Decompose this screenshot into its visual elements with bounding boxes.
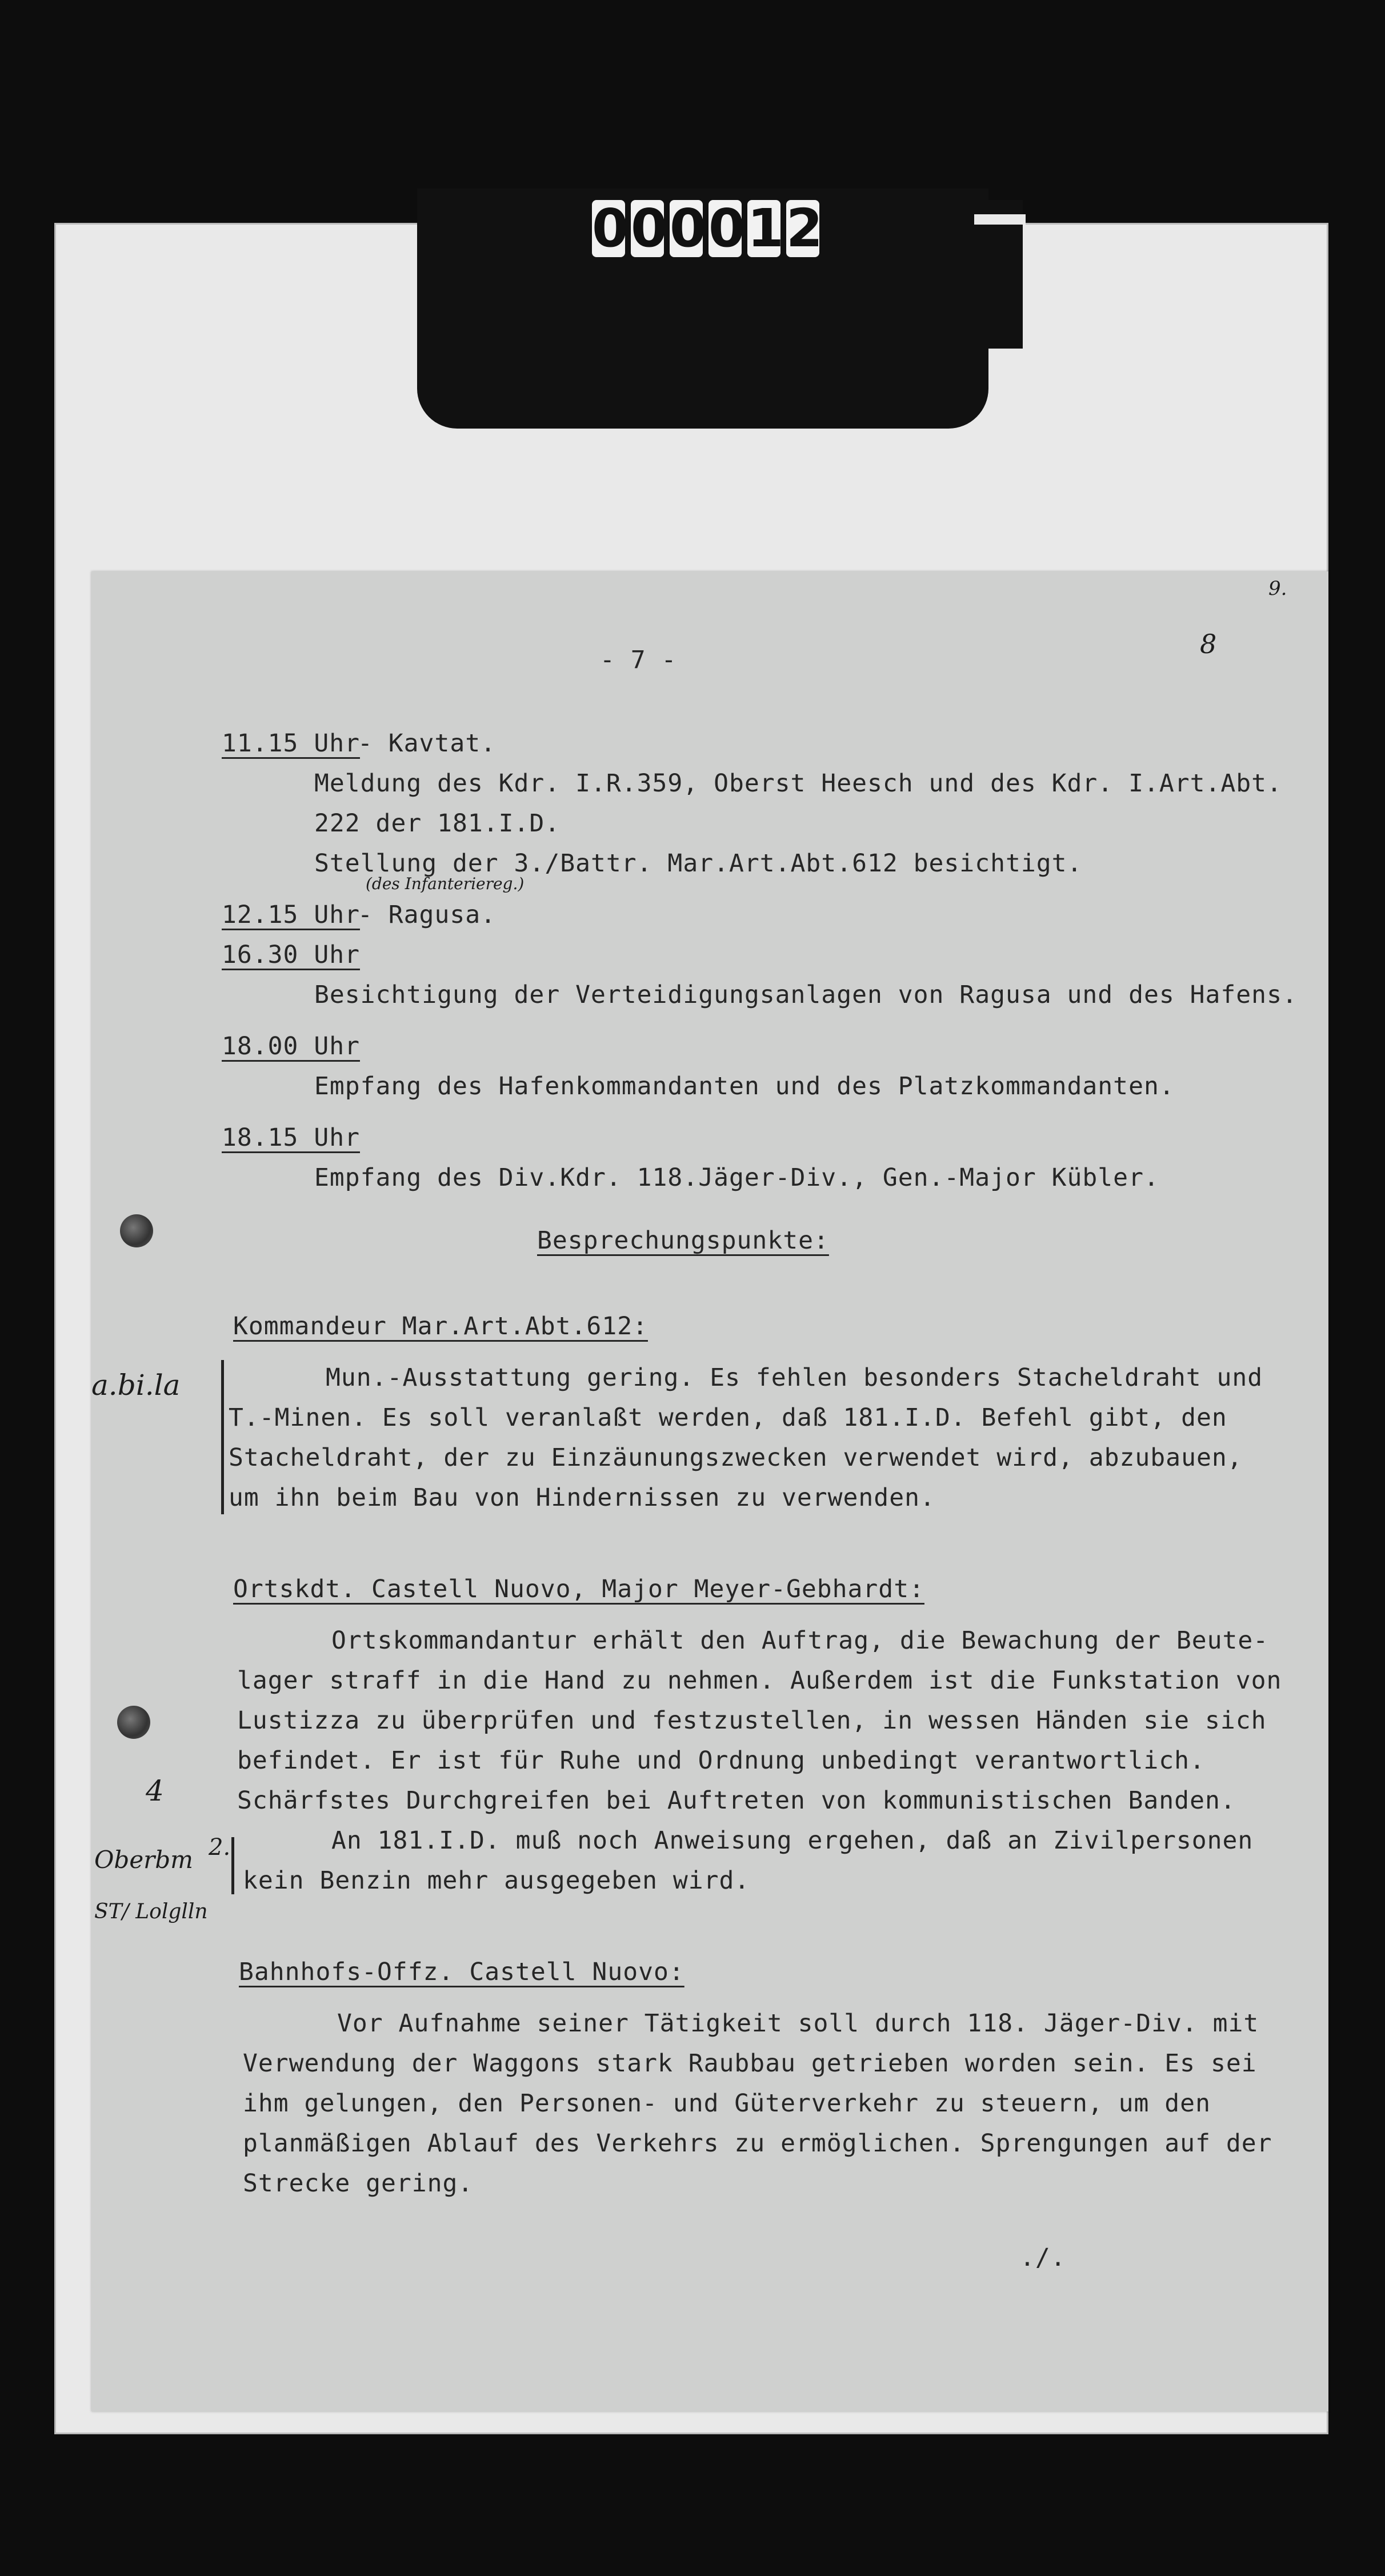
section-line: Verwendung der Waggons stark Raubbau getrieben worden sein. Es sei [243, 2049, 1257, 2078]
margin-note: 2. [209, 1834, 231, 1861]
section-line: An 181.I.D. muß noch Anweisung ergehen, daß an Zivilpersonen [331, 1826, 1254, 1855]
punch-hole [120, 1214, 153, 1247]
section-line: um ihn beim Bau von Hindernissen zu verwenden. [229, 1483, 935, 1512]
frame-counter [551, 194, 860, 263]
section-title: Bahnhofs-Offz. Castell Nuovo: [239, 1958, 685, 1986]
section-line: Schärfstes Durchgreifen bei Auftreten von kommunistischen Banden. [237, 1786, 1236, 1815]
section-line: Stacheldraht, der zu Einzäunungszwecken verwendet wird, abzubauen, [229, 1443, 1243, 1472]
punch-hole [117, 1706, 150, 1739]
schedule-line: Besichtigung der Verteidigungsanlagen von Ragusa und des Hafens. [314, 981, 1298, 1009]
place: - Kavtat. [358, 729, 496, 758]
margin-bracket [231, 1837, 234, 1894]
schedule-line: Meldung des Kdr. I.R.359, Oberst Heesch und des Kdr. I.Art.Abt. [314, 769, 1282, 798]
continuation-mark: ./. [1020, 2243, 1066, 2272]
section-line: kein Benzin mehr ausgegeben wird. [243, 1866, 750, 1895]
schedule-line: Empfang des Div.Kdr. 118.Jäger-Div., Gen.-Major Kübler. [314, 1163, 1159, 1192]
section-line: planmäßigen Ablauf des Verkehrs zu ermöglichen. Sprengungen auf der [243, 2129, 1272, 2158]
counter-tab [974, 214, 1026, 225]
time-entry: 16.30 Uhr [222, 941, 360, 969]
section-line: Lustizza zu überprüfen und festzustellen, in wessen Händen sie sich [237, 1706, 1267, 1735]
page-marker: - 7 - [600, 646, 677, 674]
section-line: Mun.-Ausstattung gering. Es fehlen besonders Stacheldraht und [326, 1363, 1263, 1392]
section-heading: Besprechungspunkte: [537, 1226, 829, 1255]
schedule-line: Stellung der 3./Battr. Mar.Art.Abt.612 besichtigt. [314, 849, 1083, 878]
schedule-line: Empfang des Hafenkommandanten und des Platzkommandanten. [314, 1072, 1175, 1101]
counter-digit: 0 [708, 198, 746, 259]
counter-digit: 1 [747, 198, 784, 259]
margin-note: Oberbm [94, 1846, 193, 1874]
handwritten-folio: 8 [1200, 629, 1217, 659]
section-line: Ortskommandantur erhält den Auftrag, die Bewachung der Beute- [331, 1626, 1269, 1655]
document-page [91, 571, 1328, 2411]
counter-digit: 0 [592, 198, 629, 259]
handwritten-insert: (des Infanteriereg.) [366, 874, 525, 893]
section-line: T.-Minen. Es soll veranlaßt werden, daß 181.I.D. Befehl gibt, den [229, 1403, 1227, 1432]
section-title: Kommandeur Mar.Art.Abt.612: [233, 1312, 648, 1341]
schedule-line: 222 der 181.I.D. [314, 809, 561, 838]
section-line: ihm gelungen, den Personen- und Güterverkehr zu steuern, um den [243, 2089, 1211, 2118]
time-entry: 12.15 Uhr [222, 901, 360, 929]
folio-number: 9. [1268, 577, 1287, 600]
margin-note: 4 [146, 1774, 164, 1807]
margin-note: ST/ Lolglln [94, 1900, 208, 1923]
counter-digit: 0 [670, 198, 707, 259]
time-entry: 18.00 Uhr [222, 1032, 360, 1061]
section-line: Strecke gering. [243, 2169, 474, 2198]
time-entry: 18.15 Uhr [222, 1123, 360, 1152]
counter-digit: 2 [786, 198, 823, 259]
section-title: Ortskdt. Castell Nuovo, Major Meyer-Gebhardt: [233, 1575, 924, 1603]
section-line: lager straff in die Hand zu nehmen. Außerdem ist die Funkstation von [237, 1666, 1282, 1695]
counter-digit: 0 [631, 198, 668, 259]
section-line: Vor Aufnahme seiner Tätigkeit soll durch 118. Jäger-Div. mit [337, 2009, 1259, 2038]
margin-bracket [221, 1360, 224, 1514]
section-line: befindet. Er ist für Ruhe und Ordnung unbedingt verantwortlich. [237, 1746, 1205, 1775]
time-entry: 11.15 Uhr [222, 729, 360, 758]
margin-note: a.bi.la [91, 1369, 181, 1402]
place: - Ragusa. [358, 901, 496, 929]
